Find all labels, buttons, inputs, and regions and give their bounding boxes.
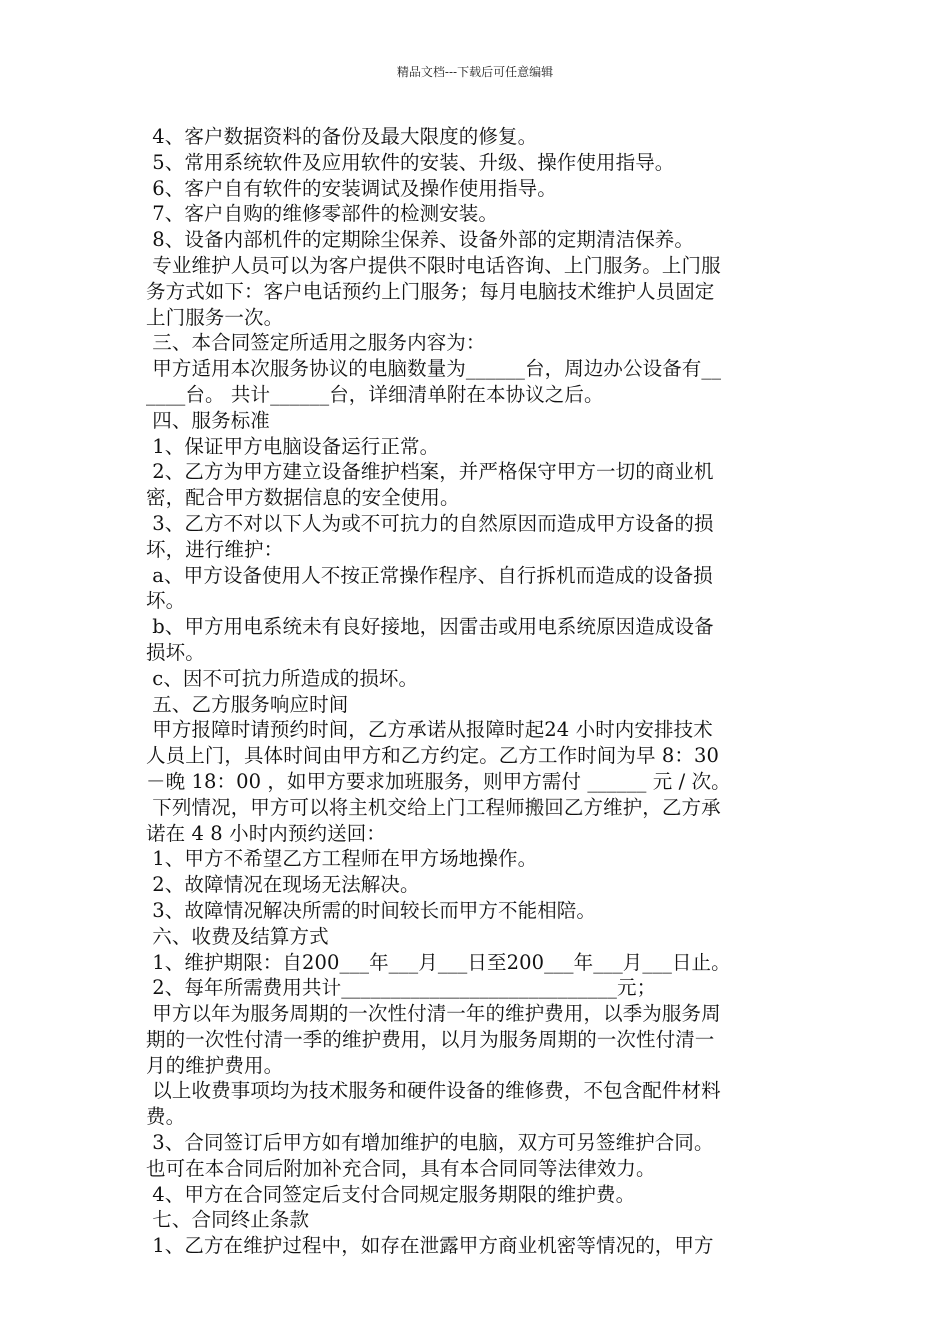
- document-line: 4、客户数据资料的备份及最大限度的修复。: [146, 125, 538, 148]
- document-line: 人员上门，具体时间由甲方和乙方约定。乙方工作时间为早 8：30: [146, 744, 720, 768]
- document-body: [146, 124, 816, 1259]
- document-line: b、甲方用电系统未有良好接地，因雷击或用电系统原因造成设备: [146, 615, 714, 639]
- document-line: 专业维护人员可以为客户提供不限时电话咨询、上门服务。上门服: [146, 253, 721, 277]
- document-line: 坏。: [146, 589, 186, 613]
- document-line: 3、合同签订后甲方如有增加维护的电脑，双方可另签维护合同。: [146, 1131, 714, 1155]
- document-line: 诺在 4 8 小时内预约送回：: [146, 821, 386, 845]
- document-line: 损坏。: [146, 640, 205, 664]
- document-line: c、因不可抗力所造成的损坏。: [146, 666, 419, 690]
- document-line: 四、服务标准: [146, 408, 270, 432]
- document-line: 甲方以年为服务周期的一次性付清一年的维护费用，以季为服务周: [146, 1002, 721, 1026]
- document-line: 2、每年所需费用共计____________________________元；: [146, 976, 657, 1000]
- document-line: 3、故障情况解决所需的时间较长而甲方不能相陪。: [146, 898, 597, 922]
- document-line: 1、甲方不希望乙方工程师在甲方场地操作。: [146, 847, 538, 871]
- document-line: 7、客户自购的维修零部件的检测安装。: [146, 202, 499, 226]
- document-line: 七、合同终止条款: [146, 1208, 310, 1232]
- document-line: 8、设备内部机件的定期除尘保养、设备外部的定期清洁保养。: [146, 228, 695, 252]
- document-line: 下列情况，甲方可以将主机交给上门工程师搬回乙方维护，乙方承: [146, 795, 721, 819]
- page-header: 精品文档---下载后可任意编辑: [396, 65, 554, 79]
- document-line: 五、乙方服务响应时间: [146, 692, 349, 716]
- document-line: 6、客户自有软件的安装调试及操作使用指导。: [146, 176, 557, 200]
- document-line: ____台。 共计______台，详细清单附在本协议之后。: [146, 382, 604, 406]
- document-line: 坏，进行维护：: [146, 537, 284, 561]
- document-line: 务方式如下：客户电话预约上门服务；每月电脑技术维护人员固定: [146, 279, 715, 303]
- document-line: 期的一次性付清一季的维护费用，以月为服务周期的一次性付清一: [146, 1027, 715, 1051]
- document-line: 5、常用系统软件及应用软件的安装、升级、操作使用指导。: [146, 150, 675, 174]
- document-line: 甲方适用本次服务协议的电脑数量为______台，周边办公设备有__: [146, 357, 722, 381]
- document-line: 费。: [146, 1105, 186, 1129]
- document-line: －晚 18：00 ，如甲方要求加班服务，则甲方需付 ______ 元 / 次。: [146, 769, 731, 793]
- document-line: 以上收费事项均为技术服务和硬件设备的维修费，不包含配件材料: [146, 1079, 721, 1103]
- document-line: 3、乙方不对以下人为或不可抗力的自然原因而造成甲方设备的损: [146, 511, 714, 535]
- document-line: 1、维护期限：自200___年___月___日至200___年___月___日止。: [146, 950, 731, 974]
- document-line: 甲方报障时请预约时间，乙方承诺从报障时起24 小时内安排技术: [146, 718, 713, 742]
- document-line: 也可在本合同后附加补充合同，具有本合同同等法律效力。: [146, 1156, 656, 1180]
- document-line: 2、乙方为甲方建立设备维护档案，并严格保守甲方一切的商业机: [146, 460, 714, 484]
- document-line: 三、本合同签定所适用之服务内容为：: [146, 331, 486, 355]
- document-line: 2、故障情况在现场无法解决。: [146, 873, 420, 897]
- document-line: 上门服务一次。: [146, 305, 284, 329]
- document-line: 六、收费及结算方式: [146, 924, 329, 948]
- document-line: 1、乙方在维护过程中，如存在泄露甲方商业机密等情况的，甲方: [146, 1234, 714, 1258]
- document-line: 1、保证甲方电脑设备运行正常。: [146, 434, 440, 458]
- document-line: 4、甲方在合同签定后支付合同规定服务期限的维护费。: [146, 1182, 636, 1206]
- document-line: a、甲方设备使用人不按正常操作程序、自行拆机而造成的设备损: [146, 563, 713, 587]
- document-line: 密，配合甲方数据信息的安全使用。: [146, 486, 460, 510]
- document-line: 月的维护费用。: [146, 1053, 284, 1077]
